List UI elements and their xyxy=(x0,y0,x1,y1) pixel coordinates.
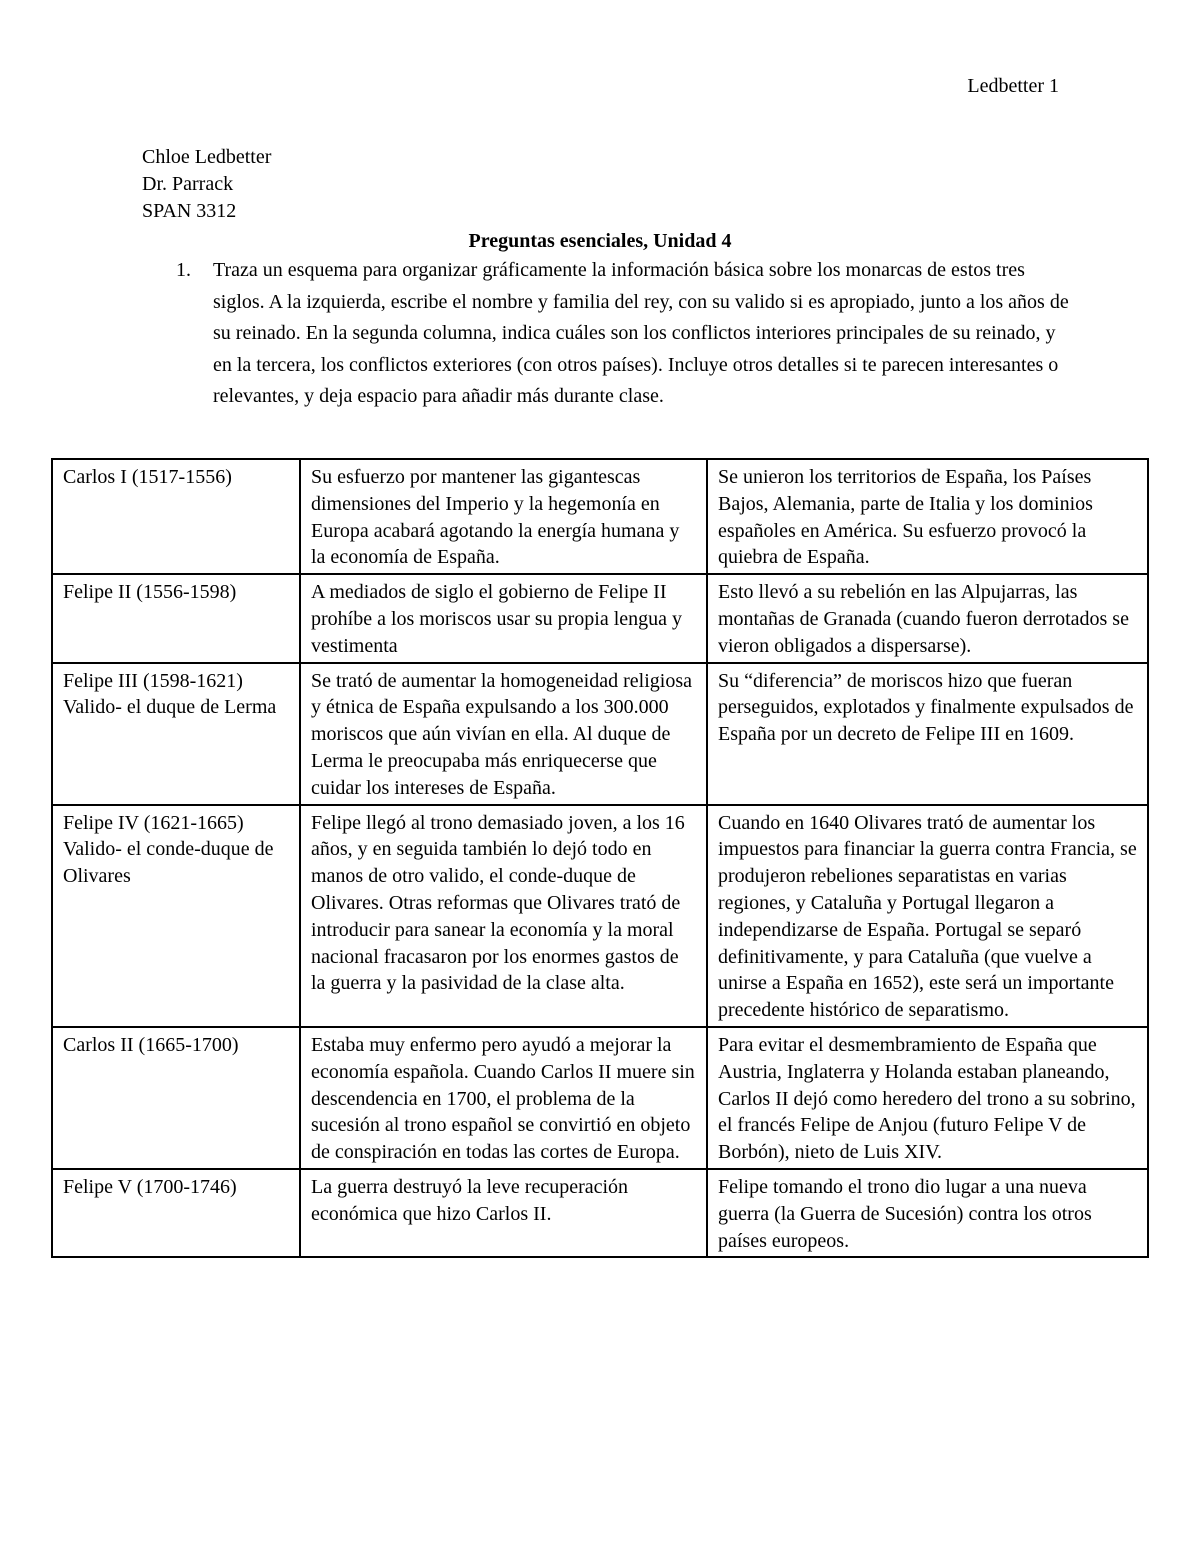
student-name: Chloe Ledbetter xyxy=(142,146,272,168)
exterior-conflicts-cell: Cuando en 1640 Olivares trató de aumentar los impuestos para financiar la guerra contra Francia, se produjeron rebeliones separatistas en varias regiones, y Cataluña y Portugal llegaron a independizarse de España. Portugal se separó definitivamente, y para Cataluña (que vuelve a unirse a España en 1652), este será un importante precedente histórico de separatismo. xyxy=(707,805,1148,1027)
question-text: Traza un esquema para organizar gráficamente la información básica sobre los monarcas de estos tres siglos. A la izquierda, escribe el nombre y familia del rey, con su valido si es apropiado, junto a los años de su reinado. En la segunda columna, indica cuáles son los conflictos interiores principales de su reinado, y en la tercera, los conflictos exteriores (con otros países). Incluye otros detalles si te parecen interesantes o relevantes, y deja espacio para añadir más durante clase. xyxy=(213,259,1069,408)
exterior-conflicts-cell: Felipe tomando el trono dio lugar a una nueva guerra (la Guerra de Sucesión) contra los otros países europeos. xyxy=(707,1169,1148,1257)
monarchs-table xyxy=(51,458,1149,1258)
monarch-cell: Felipe III (1598-1621) Valido- el duque de Lerma xyxy=(52,663,300,805)
monarch-cell: Felipe IV (1621-1665) Valido- el conde-duque de Olivares xyxy=(52,805,300,1027)
monarch-cell: Carlos II (1665-1700) xyxy=(52,1027,300,1169)
page-number-header: Ledbetter 1 xyxy=(967,75,1059,97)
interior-conflicts-cell: Se trató de aumentar la homogeneidad religiosa y étnica de España expulsando a los 300.000 moriscos que aún vivían en ella. Al duque de Lerma le preocupaba más enriquecerse que cuidar los intereses de España. xyxy=(300,663,707,805)
mla-heading xyxy=(142,144,271,225)
monarch-cell: Felipe V (1700-1746) xyxy=(52,1169,300,1257)
table-row xyxy=(52,459,1148,574)
document-title: Preguntas esenciales, Unidad 4 xyxy=(468,230,732,252)
exterior-conflicts-cell: Su “diferencia” de moriscos hizo que fueran perseguidos, explotados y finalmente expulsados de España por un decreto de Felipe III en 1609. xyxy=(707,663,1148,805)
monarch-cell: Felipe II (1556-1598) xyxy=(52,574,300,662)
interior-conflicts-cell: La guerra destruyó la leve recuperación económica que hizo Carlos II. xyxy=(300,1169,707,1257)
monarch-cell: Carlos I (1517-1556) xyxy=(52,459,300,574)
exterior-conflicts-cell: Para evitar el desmembramiento de España que Austria, Inglaterra y Holanda estaban planeando, Carlos II dejó como heredero del trono a su sobrino, el francés Felipe de Anjou (futuro Felipe V de Borbón), nieto de Luis XIV. xyxy=(707,1027,1148,1169)
exterior-conflicts-cell: Esto llevó a su rebelión en las Alpujarras, las montañas de Granada (cuando fueron derrotados se vieron obligados a dispersarse). xyxy=(707,574,1148,662)
exterior-conflicts-cell: Se unieron los territorios de España, los Países Bajos, Alemania, parte de Italia y los dominios españoles en América. Su esfuerzo provocó la quiebra de España. xyxy=(707,459,1148,574)
interior-conflicts-cell: Felipe llegó al trono demasiado joven, a los 16 años, y en seguida también lo dejó todo en manos de otro valido, el conde-duque de Olivares. Otras reformas que Olivares trató de introducir para sanear la economía y la moral nacional fracasaron por los enormes gastos de la guerra y la pasividad de la clase alta. xyxy=(300,805,707,1027)
professor-name: Dr. Parrack xyxy=(142,173,234,195)
table-row xyxy=(52,663,1148,805)
table-row xyxy=(52,1169,1148,1257)
table-row xyxy=(52,1027,1148,1169)
table-row xyxy=(52,805,1148,1027)
course-code: SPAN 3312 xyxy=(142,200,237,222)
interior-conflicts-cell: Su esfuerzo por mantener las gigantescas dimensiones del Imperio y la hegemonía en Europa acabará agotando la energía humana y la economía de España. xyxy=(300,459,707,574)
table-row xyxy=(52,574,1148,662)
interior-conflicts-cell: A mediados de siglo el gobierno de Felipe II prohíbe a los moriscos usar su propia lengua y vestimenta xyxy=(300,574,707,662)
interior-conflicts-cell: Estaba muy enfermo pero ayudó a mejorar la economía española. Cuando Carlos II muere sin descendencia en 1700, el problema de la sucesión al trono español se convirtió en objeto de conspiración en todas las cortes de Europa. xyxy=(300,1027,707,1169)
question-item xyxy=(176,255,1076,413)
question-number: 1. xyxy=(176,259,191,281)
